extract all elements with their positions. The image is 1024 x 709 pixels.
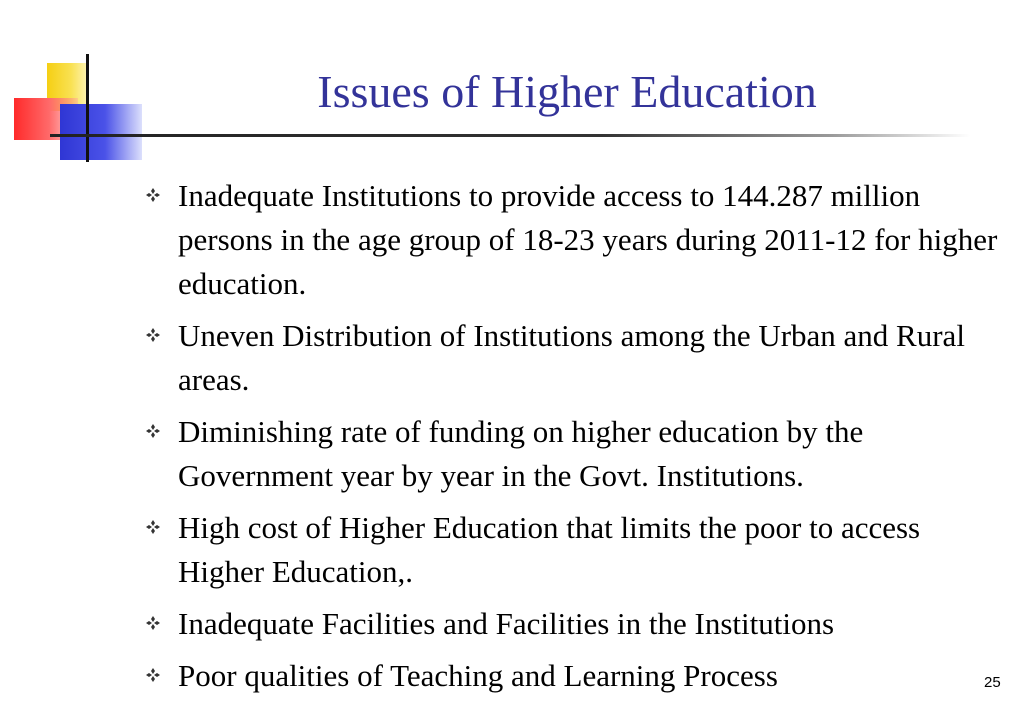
diamond-cluster-bullet-icon [145,667,161,683]
diamond-cluster-bullet-icon [145,615,161,631]
diamond-cluster-bullet-icon [145,327,161,343]
bullet-text: Inadequate Institutions to provide access to 144.287 million persons in the age group of 18-23 years during 2011-12 for higher education. [178,178,998,301]
bullet-item [140,174,1000,306]
bullet-item [140,506,1000,594]
bullet-text: Uneven Distribution of Institutions among the Urban and Rural areas. [178,318,965,397]
bullet-text: Diminishing rate of funding on higher education by the Government year by year in the Govt. Institutions. [178,414,864,493]
page-number: 25 [984,674,1001,691]
bullet-item [140,410,1000,498]
bullet-item [140,314,1000,402]
diamond-cluster-bullet-icon [145,423,161,439]
bullet-item [140,654,1000,698]
bullet-text: Inadequate Facilities and Facilities in the Institutions [178,606,835,641]
bullet-list [140,174,1000,706]
slide-title [0,64,1024,120]
bullet-text: High cost of Higher Education that limits the poor to access Higher Education,. [178,510,921,589]
title-underline-rule [50,134,970,137]
diamond-cluster-bullet-icon [145,187,161,203]
slide-title-text: Issues of Higher Education [317,66,817,117]
bullet-text: Poor qualities of Teaching and Learning Process [178,658,778,693]
bullet-item [140,602,1000,646]
diamond-cluster-bullet-icon [145,519,161,535]
